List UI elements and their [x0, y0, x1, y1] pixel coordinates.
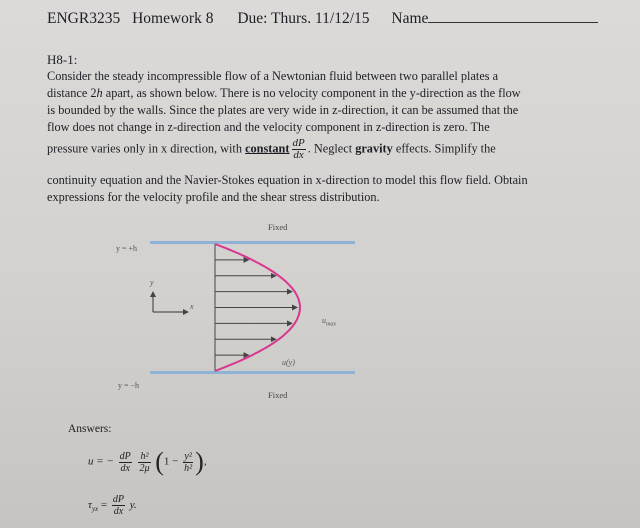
dpdx-den: dx: [293, 149, 304, 161]
problem-line-5-mid: . Neglect: [307, 141, 356, 156]
problem-line-4: flow does not change in z-direction and the velocity component in z-direction is zero. The: [47, 120, 490, 134]
problem-line-2-pre: distance 2: [47, 86, 97, 100]
umax-sub: max: [326, 321, 336, 328]
problem-line-5-post: effects. Simplify the: [392, 141, 496, 156]
gravity-word: gravity: [355, 141, 393, 156]
name-label: Name: [391, 10, 429, 27]
u-frac-1-den: dx: [120, 462, 130, 474]
u-paren-open: (: [155, 447, 164, 476]
u-frac-2: [138, 451, 150, 474]
u-lhs: u = −: [88, 455, 114, 468]
course-code: ENGR3235: [47, 10, 121, 27]
umax-u: u: [322, 316, 326, 325]
u-one: 1 −: [163, 455, 179, 468]
problem-line-3: is bounded by the walls. Since the plates are very wide in z-direction, it can be assumed that the: [47, 103, 519, 117]
tau-symbol: τ: [88, 499, 92, 512]
shear-stress-equation: [88, 494, 137, 517]
y-top-label: y = +h: [116, 244, 138, 253]
u-frac-1: [119, 451, 132, 474]
tau-eq: =: [100, 499, 108, 512]
problem-id: H8-1:: [47, 52, 78, 67]
problem-line-1: Consider the steady incompressible flow of a Newtonian fluid between two parallel plates a: [47, 69, 499, 83]
answers-label: Answers:: [68, 423, 112, 435]
velocity-arrows: [215, 260, 297, 355]
problem-line-2-post: apart, as shown below. There is no velocity component in the y-direction as the flow: [102, 86, 521, 100]
problem-line-7: expressions for the velocity profile and the shear stress distribution.: [47, 190, 380, 204]
problem-line-2-var: h: [96, 86, 103, 100]
problem-line-5-pre: pressure varies only in x direction, with: [47, 141, 246, 156]
umax-label: [322, 316, 336, 328]
u-frac-2-den: 2μ: [139, 462, 150, 474]
problem-line-6: continuity equation and the Navier-Stokes equation in x-direction to model this flow field. Obtain: [47, 173, 528, 187]
u-frac-3-den: h²: [184, 462, 193, 474]
tau-end: y.: [129, 499, 137, 512]
uy-label: u(y): [282, 358, 295, 367]
u-frac-3-num: y²: [184, 450, 192, 462]
u-frac-1-num: dP: [119, 450, 131, 462]
u-frac-3: [183, 451, 193, 474]
u-end: ,: [203, 455, 207, 468]
dpdx-num: dP: [292, 137, 305, 149]
bottom-wall: [150, 371, 355, 374]
velocity-equation: [88, 447, 207, 477]
tau-frac-num: dP: [112, 494, 124, 505]
y-bottom-label: y = −h: [118, 381, 140, 390]
fixed-bottom-label: Fixed: [268, 390, 288, 400]
tau-sub: yx: [91, 505, 99, 514]
u-paren-close: ): [195, 447, 204, 476]
fixed-top-label: Fixed: [268, 222, 288, 232]
u-frac-2-num: h²: [138, 451, 150, 463]
constant-word: constant: [245, 141, 290, 156]
due-date: Due: Thurs. 11/12/15: [237, 10, 370, 27]
tau-frac: [112, 494, 125, 517]
y-axis-label: y: [150, 278, 154, 287]
top-wall: [150, 241, 355, 244]
x-axis-label: x: [190, 302, 194, 311]
tau-frac-den: dx: [113, 506, 124, 517]
homework-title: Homework 8: [132, 10, 214, 27]
